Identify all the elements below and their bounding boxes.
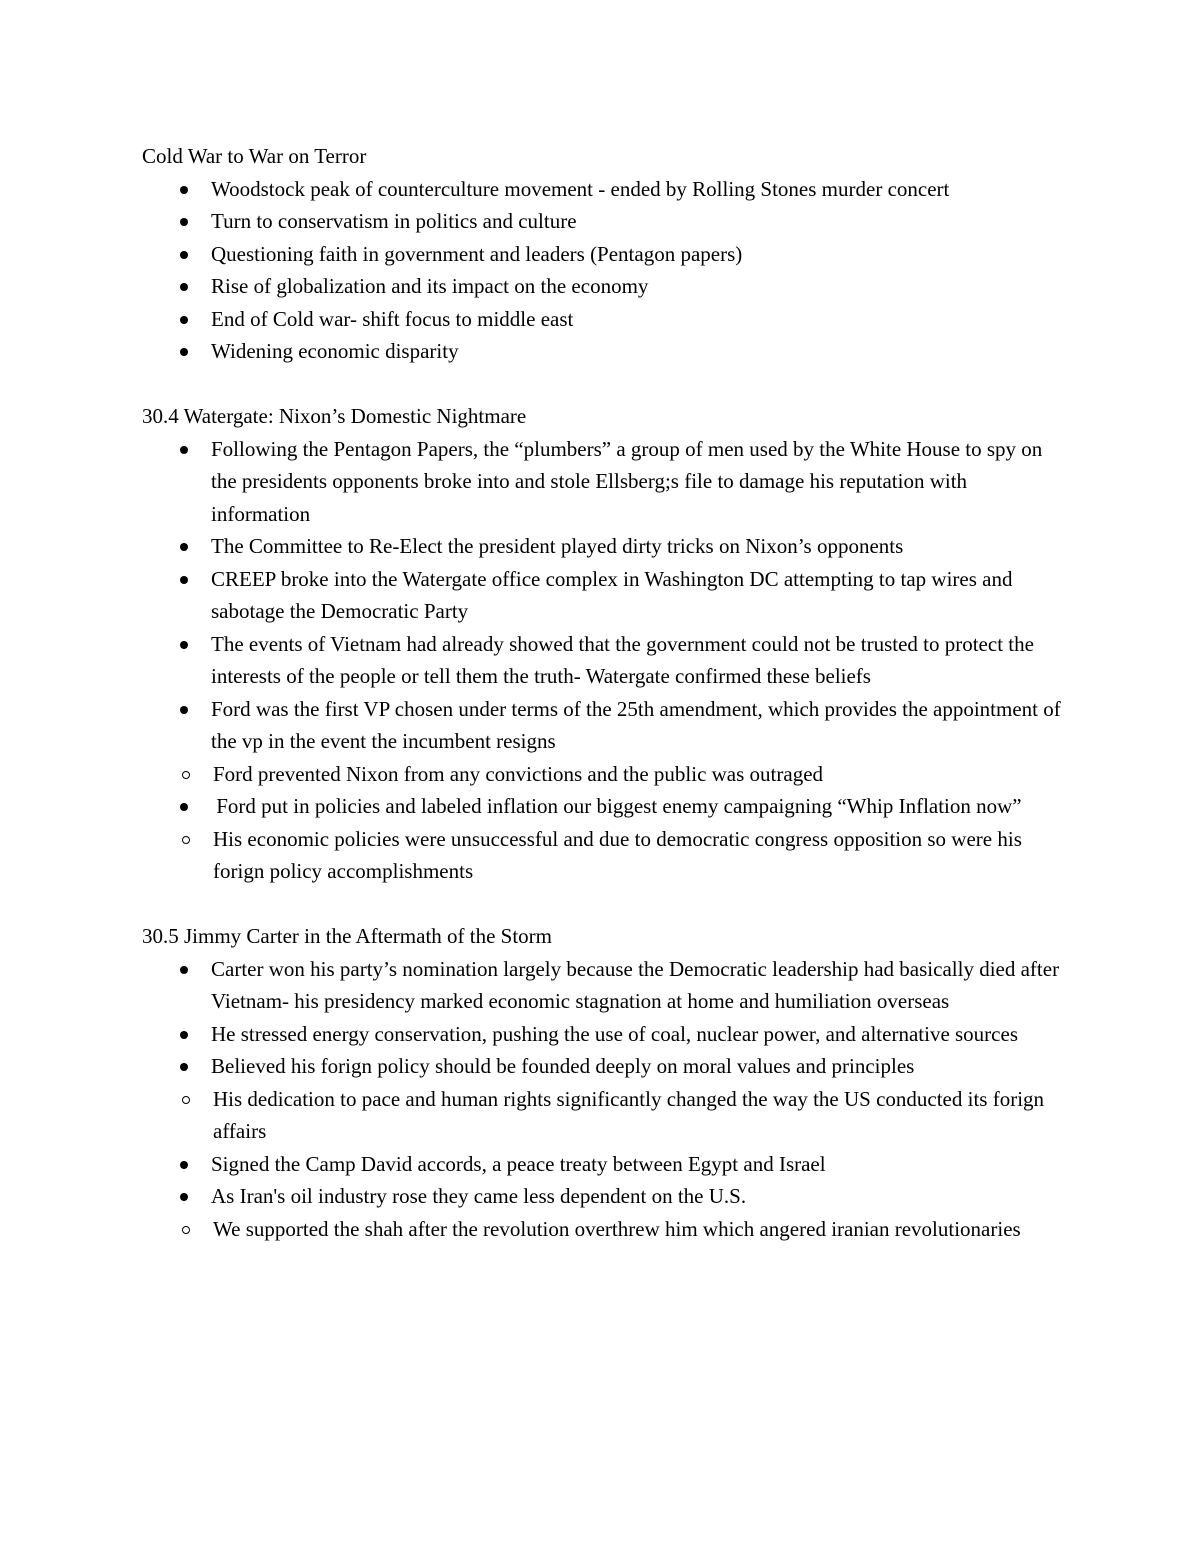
sub-bullet-text: We supported the shah after the revolution overthrew him which angered iranian revolutionaries [213, 1216, 1021, 1241]
bullet-dot-icon [180, 348, 188, 356]
hollow-circle-icon [182, 836, 190, 844]
bullet-item [142, 628, 1062, 693]
sub-bullet-item [142, 1083, 1062, 1148]
sub-bullet-list [142, 1083, 1062, 1148]
sub-bullet-item [142, 758, 1062, 791]
bullet-list [142, 433, 1067, 888]
bullet-list [142, 953, 1062, 1246]
bullet-item [142, 335, 1062, 368]
sub-bullet-list [142, 1213, 1062, 1246]
bullet-item [142, 270, 1062, 303]
section-heading: Cold War to War on Terror [142, 144, 367, 168]
section-heading: 30.4 Watergate: Nixon’s Domestic Nightmare [142, 404, 527, 428]
bullet-item [142, 1180, 1062, 1213]
bullet-dot-icon [180, 251, 188, 259]
bullet-dot-icon [180, 283, 188, 291]
bullet-item [142, 953, 1062, 1018]
bullet-item [142, 205, 1062, 238]
hollow-circle-icon [182, 771, 190, 779]
bullet-item [142, 530, 1062, 563]
bullet-dot-icon [180, 316, 188, 324]
sub-bullet-container [142, 1213, 1062, 1246]
bullet-dot-icon [180, 1193, 188, 1201]
bullet-text: CREEP broke into the Watergate office complex in Washington DC attempting to tap wires and sabotage the Democratic Party [211, 566, 1018, 623]
bullet-text: Turn to conservatism in politics and culture [211, 209, 577, 233]
bullet-list [142, 173, 1062, 368]
bullet-item [142, 1148, 1062, 1181]
bullet-dot-icon [180, 641, 188, 649]
bullet-text: Signed the Camp David accords, a peace treaty between Egypt and Israel [211, 1151, 826, 1176]
document-content [142, 140, 1067, 1245]
bullet-text: Following the Pentagon Papers, the “plumbers” a group of men used by the White House to spy on the presidents opponents broke into and stole Ellsberg;s file to damage his reputation with information [211, 436, 1048, 526]
bullet-text: Carter won his party’s nomination largely because the Democratic leadership had basically died after Vietnam- his presidency marked economic stagnation at home and humiliation overseas [211, 956, 1064, 1013]
sub-bullet-text: His economic policies were unsuccessful and due to democratic congress opposition so were his forign policy accomplishments [213, 826, 1022, 883]
bullet-item [142, 563, 1062, 628]
section-heading: 30.5 Jimmy Carter in the Aftermath of the Storm [142, 924, 553, 948]
section [142, 920, 1062, 1245]
bullet-dot-icon [180, 1161, 188, 1169]
bullet-item [142, 238, 1062, 271]
bullet-item [142, 433, 1062, 531]
bullet-dot-icon [180, 576, 188, 584]
sub-bullet-text: Ford prevented Nixon from any convictions and the public was outraged [213, 761, 824, 786]
bullet-text: As Iran's oil industry rose they came less dependent on the U.S. [211, 1184, 747, 1208]
bullet-dot-icon [180, 1063, 188, 1071]
bullet-text: Questioning faith in government and leaders (Pentagon papers) [211, 241, 743, 266]
sub-bullet-list [142, 758, 1062, 791]
bullet-text: He stressed energy conservation, pushing the use of coal, nuclear power, and alternative sources [211, 1021, 1018, 1046]
bullet-item [142, 173, 1062, 206]
bullet-text: Widening economic disparity [211, 339, 459, 363]
bullet-text: Ford put in policies and labeled inflation our biggest enemy campaigning “Whip Inflation now” [211, 794, 1022, 818]
sub-bullet-container [142, 1083, 1062, 1148]
bullet-dot-icon [180, 446, 188, 454]
bullet-dot-icon [180, 706, 188, 714]
bullet-text: Ford was the first VP chosen under terms of the 25th amendment, which provides the appointment of the vp in the event the incumbent resigns [211, 696, 1067, 753]
bullet-dot-icon [180, 966, 188, 974]
bullet-item [142, 303, 1062, 336]
bullet-text: Rise of globalization and its impact on the economy [211, 274, 649, 298]
sub-bullet-text: His dedication to pace and human rights significantly changed the way the US conducted its forign affairs [213, 1086, 1045, 1143]
bullet-item [142, 790, 1062, 823]
bullet-item [142, 1050, 1062, 1083]
sub-bullet-container [142, 758, 1062, 791]
bullet-text: The events of Vietnam had already showed that the government could not be trusted to protect the interests of the people or tell them the truth- Watergate confirmed these beliefs [211, 631, 1040, 688]
sub-bullet-item [142, 823, 1062, 888]
bullet-item [142, 1018, 1062, 1051]
section [142, 140, 1062, 368]
bullet-dot-icon [180, 543, 188, 551]
bullet-text: Woodstock peak of counterculture movement - ended by Rolling Stones murder concert [211, 176, 950, 201]
bullet-text: The Committee to Re-Elect the president played dirty tricks on Nixon’s opponents [211, 534, 904, 558]
bullet-item [142, 693, 1067, 758]
bullet-dot-icon [180, 803, 188, 811]
sub-bullet-list [142, 823, 1062, 888]
bullet-dot-icon [180, 218, 188, 226]
bullet-dot-icon [180, 1031, 188, 1039]
sub-bullet-container [142, 823, 1062, 888]
hollow-circle-icon [182, 1226, 190, 1234]
section [142, 400, 1067, 888]
sub-bullet-item [142, 1213, 1062, 1246]
bullet-text: End of Cold war- shift focus to middle east [211, 306, 574, 331]
bullet-dot-icon [180, 186, 188, 194]
hollow-circle-icon [182, 1096, 190, 1104]
bullet-text: Believed his forign policy should be founded deeply on moral values and principles [211, 1054, 915, 1078]
